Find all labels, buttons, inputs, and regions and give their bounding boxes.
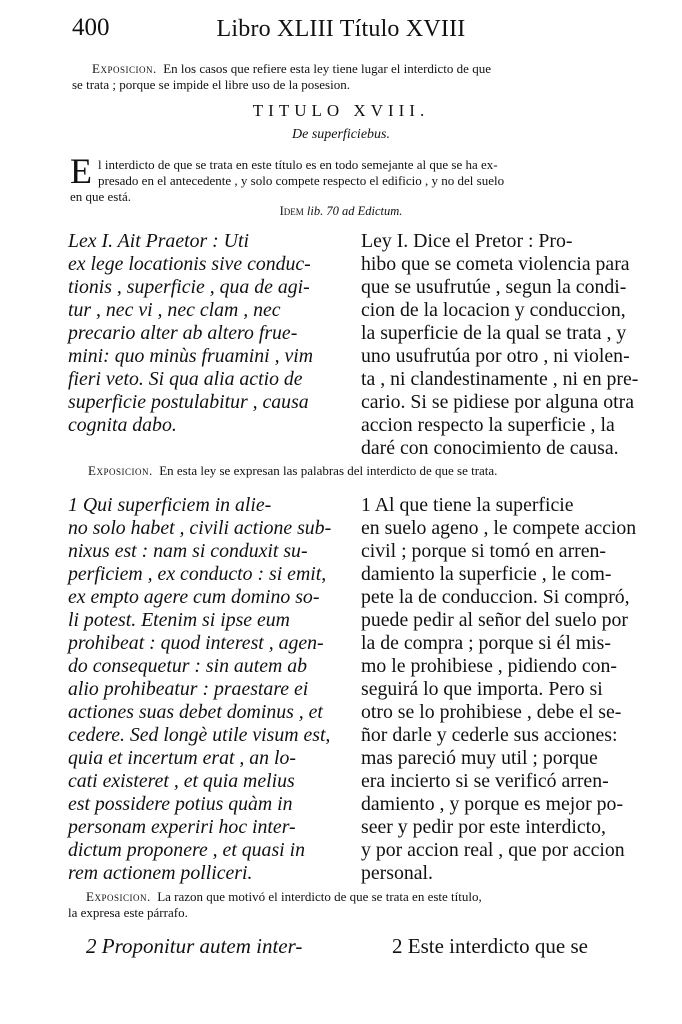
- section-subtitle: De superficiebus.: [292, 127, 390, 142]
- text-line: quia et incertum erat , an lo-: [68, 747, 296, 769]
- text-line: personam experiri hoc inter-: [68, 816, 296, 838]
- drop-cap: E: [70, 151, 92, 191]
- citation-author: Idem: [279, 204, 304, 218]
- page-number: 400: [72, 14, 110, 41]
- text-line: dictum proponere , et quasi in: [68, 839, 305, 861]
- text-line: mo le prohibiese , pidiendo con-: [361, 655, 617, 677]
- text-line: la de compra ; porque si él mis-: [361, 632, 611, 654]
- text-line: accion respecto la superficie , la: [361, 414, 615, 436]
- text-line: seer y pedir por este interdicto,: [361, 816, 606, 838]
- text-line: en suelo ageno , le compete accion: [361, 517, 637, 539]
- text-line: fieri veto. Si qua alia actio de: [68, 368, 303, 390]
- text-line: li potest. Etenim si ipse eum: [68, 609, 290, 631]
- exposicion-text: La razon que motivó el interdicto de que se trata en este título,: [157, 889, 482, 904]
- text-line: damiento , y porque es mejor po-: [361, 793, 624, 815]
- text-line: hibo que se cometa violencia para: [361, 253, 630, 275]
- exposicion-label: Exposicion.: [88, 463, 153, 478]
- text-line: ñor darle y cederle sus acciones:: [361, 724, 618, 746]
- text-line: tionis , superficie , qua de agi-: [68, 276, 310, 298]
- text-line: actiones suas debet dominus , et: [68, 701, 323, 723]
- text-line: 1 Qui superficiem in alie-: [68, 494, 272, 516]
- text-line: perficiem , ex conducto : si emit,: [68, 563, 327, 585]
- citation: [0, 204, 682, 219]
- text-line: cedere. Sed longè utile visum est,: [68, 724, 331, 746]
- latin-column: [68, 494, 346, 885]
- intro-line: presado en el antecedente , y solo compete respecto el edificio , y no del suelo: [98, 173, 505, 188]
- text-line: civil ; porque si tomó en arren-: [361, 540, 606, 562]
- text-line: mini: quo minùs fruamini , vim: [68, 345, 314, 367]
- text-line: alio prohibeatur : praestare ei: [68, 678, 309, 700]
- text-line: Ley I. Dice el Pretor : Pro-: [361, 230, 573, 252]
- text-line: cion de la locacion y conduccion,: [361, 299, 626, 321]
- text-line: do consequetur : sin autem ab: [68, 655, 307, 677]
- exposicion-note: [92, 61, 491, 77]
- text-line: nixus est : nam si conduxit su-: [68, 540, 308, 562]
- text-line: tur , nec vi , nec clam , nec: [68, 299, 281, 321]
- text-line: est possidere potius quàm in: [68, 793, 293, 815]
- text-line: no solo habet , civili actione sub-: [68, 517, 332, 539]
- text-line: damiento la superficie , le com-: [361, 563, 612, 585]
- exposicion-text: En esta ley se expresan las palabras del interdicto de que se trata.: [159, 463, 498, 478]
- text-line: cognita dabo.: [68, 414, 177, 436]
- text-line: personal.: [361, 862, 433, 884]
- text-line: cario. Si se pidiese por alguna otra: [361, 391, 635, 413]
- text-line: ex empto agere cum domino so-: [68, 586, 320, 608]
- text-line: superficie postulabitur , causa: [68, 391, 309, 413]
- text-line: precario alter ab altero frue-: [68, 322, 298, 344]
- text-line: 1 Al que tiene la superficie: [361, 494, 574, 516]
- running-title: Libro XLIII Título XVIII: [216, 16, 466, 42]
- spanish-column: [361, 230, 639, 460]
- text-line: seguirá lo que importa. Pero si: [361, 678, 603, 700]
- citation-source: lib. 70 ad Edictum.: [306, 204, 403, 218]
- text-line: era incierto si se verificó arren-: [361, 770, 609, 792]
- latin-paragraph-start: 2 Proponitur autem inter-: [86, 934, 303, 958]
- text-line: uno usufrutúa por otro , ni violen-: [361, 345, 630, 367]
- text-line: ta , ni clandestinamente , ni en pre-: [361, 368, 639, 390]
- text-line: daré con conocimiento de causa.: [361, 437, 619, 459]
- exposicion-note: [86, 889, 482, 905]
- text-line: que se usufrutúe , segun la condi-: [361, 276, 627, 298]
- exposicion-text-cont: la expresa este párrafo.: [68, 905, 188, 920]
- intro-line: en que está.: [70, 189, 132, 204]
- text-line: otro se lo prohibiese , debe el se-: [361, 701, 622, 723]
- text-line: pete la de conduccion. Si compró,: [361, 586, 630, 608]
- intro-line: l interdicto de que se trata en este título es en todo semejante al que se ha ex-: [98, 157, 498, 172]
- latin-column: [68, 230, 346, 437]
- text-line: Lex I. Ait Praetor : Uti: [68, 230, 249, 252]
- text-line: puede pedir al señor del suelo por: [361, 609, 628, 631]
- exposicion-label: Exposicion.: [92, 61, 157, 76]
- text-line: la superficie de la qual se trata , y: [361, 322, 627, 344]
- spanish-column: [361, 494, 637, 885]
- section-heading: TITULO XVIII.: [252, 101, 430, 120]
- spanish-paragraph-start: 2 Este interdicto que se: [392, 934, 588, 958]
- exposicion-note: [88, 463, 497, 479]
- exposicion-label: Exposicion.: [86, 889, 151, 904]
- exposicion-text-cont: se trata ; porque se impide el libre uso de la posesion.: [72, 77, 350, 92]
- exposicion-text: En los casos que refiere esta ley tiene lugar el interdicto de que: [163, 61, 491, 76]
- text-line: prohibeat : quod interest , agen-: [68, 632, 324, 654]
- text-line: rem actionem polliceri.: [68, 862, 253, 884]
- text-line: mas pareció muy util ; porque: [361, 747, 598, 769]
- text-line: cati existeret , et quia melius: [68, 770, 295, 792]
- text-line: y por accion real , que por accion: [361, 839, 625, 861]
- text-line: ex lege locationis sive conduc-: [68, 253, 311, 275]
